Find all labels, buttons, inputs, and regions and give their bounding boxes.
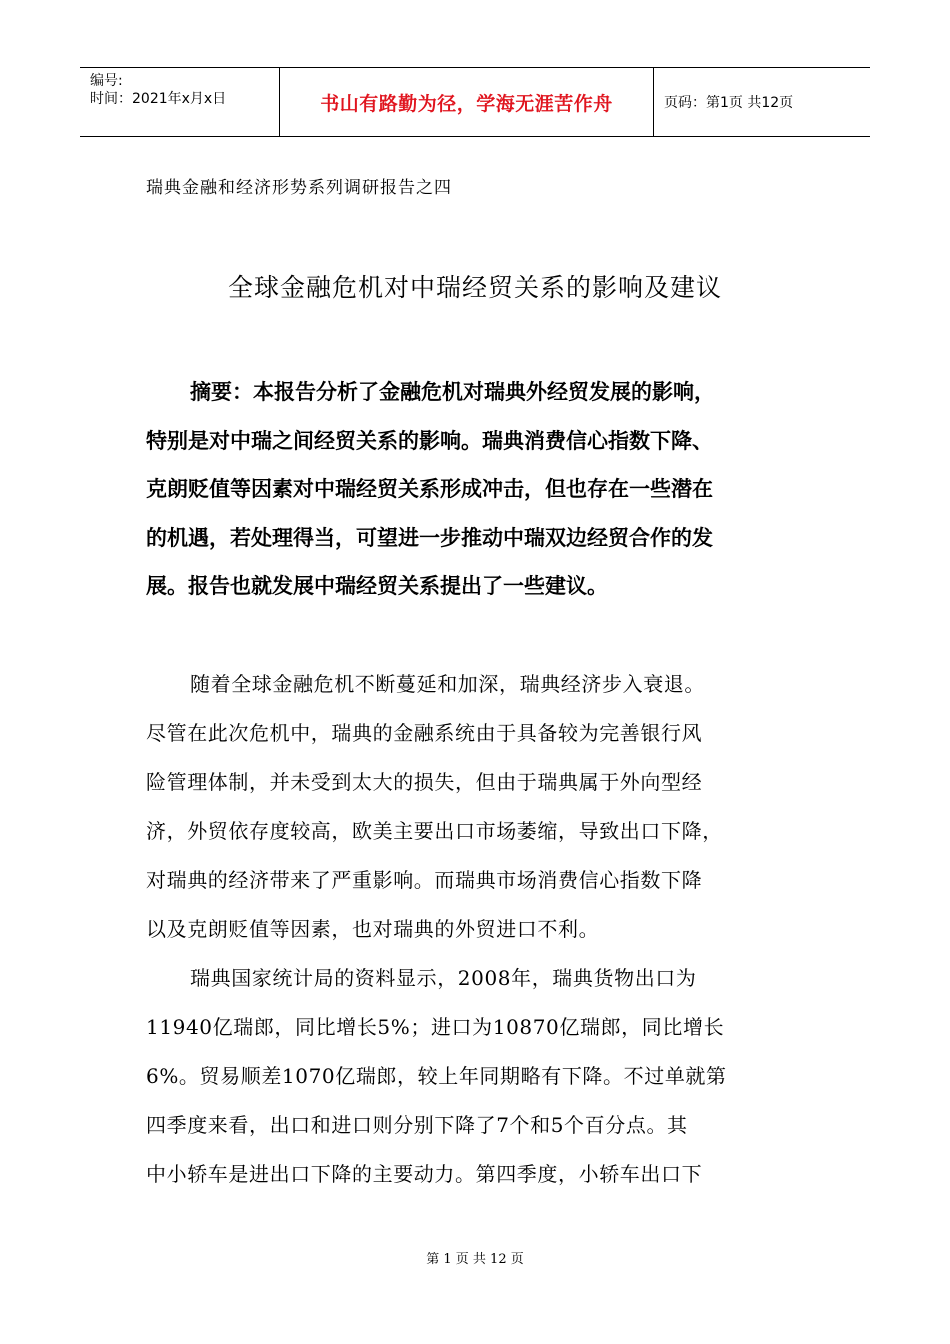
header-page-cell bbox=[654, 68, 870, 136]
paragraph-line: 济，外贸依存度较高，欧美主要出口市场萎缩，导致出口下降， bbox=[146, 819, 723, 843]
abstract-line: 摘要：本报告分析了金融危机对瑞典外经贸发展的影响， bbox=[190, 379, 715, 404]
paragraph-line: 险管理体制，并未受到太大的损失，但由于瑞典属于外向型经 bbox=[146, 770, 703, 794]
paragraph-line: 对瑞典的经济带来了严重影响。而瑞典市场消费信心指数下降 bbox=[146, 868, 703, 892]
series-title: 瑞典金融和经济形势系列调研报告之四 bbox=[146, 178, 452, 198]
paragraph-2 bbox=[146, 954, 826, 1199]
paragraph-line: 瑞典国家统计局的资料显示，2008年，瑞典货物出口为 bbox=[190, 966, 697, 990]
body-section bbox=[146, 660, 826, 1199]
paragraph-line: 随着全球金融危机不断蔓延和加深，瑞典经济步入衰退。 bbox=[190, 672, 705, 696]
paragraph-line: 6%。贸易顺差1070亿瑞郎，较上年同期略有下降。不过单就第 bbox=[146, 1064, 727, 1088]
document-title: 全球金融危机对中瑞经贸关系的影响及建议 bbox=[227, 273, 722, 302]
paragraph-line: 尽管在此次危机中，瑞典的金融系统由于具备较为完善银行风 bbox=[146, 721, 703, 745]
header-motto-cell bbox=[280, 68, 654, 136]
header-meta-cell bbox=[80, 68, 280, 136]
abstract-line: 特别是对中瑞之间经贸关系的影响。瑞典消费信心指数下降、 bbox=[146, 427, 713, 453]
document-number-label: 编号: bbox=[90, 73, 123, 89]
paragraph-line: 中小轿车是进出口下降的主要动力。第四季度，小轿车出口下 bbox=[146, 1162, 703, 1186]
abstract-section bbox=[146, 368, 816, 611]
abstract-line: 的机遇，若处理得当，可望进一步推动中瑞双边经贸合作的发 bbox=[146, 524, 713, 550]
page-info-text: 页码：第1页 共12页 bbox=[664, 95, 794, 111]
motto-text: 书山有路勤为径，学海无涯苦作舟 bbox=[320, 92, 613, 115]
paragraph-line: 以及克朗贬值等因素，也对瑞典的外贸进口不利。 bbox=[146, 917, 600, 941]
paragraph-line: 四季度来看，出口和进口则分别下降了7个和5个百分点。其 bbox=[146, 1113, 688, 1137]
paragraph-1 bbox=[146, 660, 826, 954]
document-date-label: 时间：2021年x月x日 bbox=[90, 91, 227, 107]
abstract-line: 展。报告也就发展中瑞经贸关系提出了一些建议。 bbox=[146, 573, 608, 598]
page-footer: 第 1 页 共 12 页 bbox=[426, 1252, 524, 1267]
header-table bbox=[80, 67, 870, 137]
abstract-line: 克朗贬值等因素对中瑞经贸关系形成冲击，但也存在一些潜在 bbox=[146, 476, 713, 501]
paragraph-line: 11940亿瑞郎，同比增长5%；进口为10870亿瑞郎，同比增长 bbox=[146, 1015, 725, 1039]
